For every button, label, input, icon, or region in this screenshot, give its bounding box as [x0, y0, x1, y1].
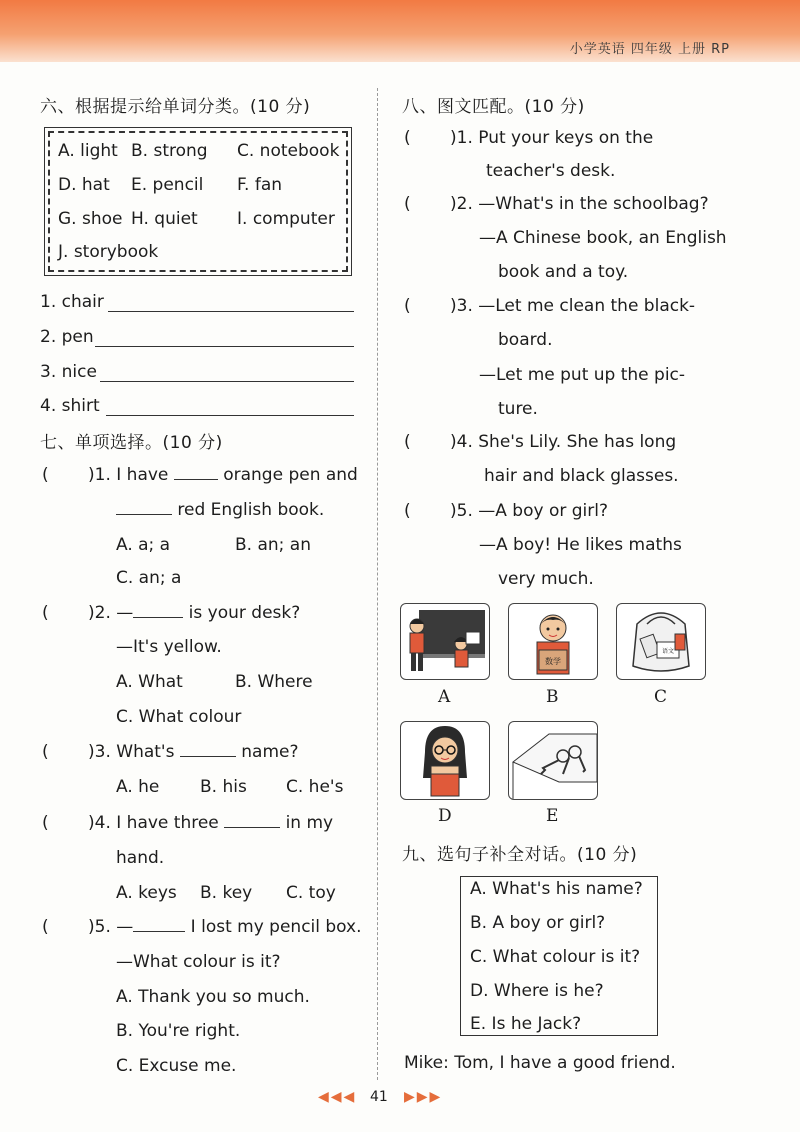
classify-item-label: 1. chair	[40, 292, 104, 312]
question-4-cont: hand.	[116, 848, 165, 868]
picture-label: D	[438, 806, 452, 826]
match-line: )2. —What's in the schoolbag?	[450, 194, 709, 214]
section6-title: 六、根据提示给单词分类。(10 分)	[40, 97, 311, 117]
match-line: —A boy! He likes maths	[479, 535, 682, 555]
answer-paren[interactable]: (	[42, 742, 49, 762]
match-line: book and a toy.	[498, 262, 629, 282]
fill-blank[interactable]	[224, 813, 280, 828]
sentence-option: B. A boy or girl?	[470, 913, 606, 933]
answer-paren[interactable]: (	[404, 128, 411, 148]
book-title: 小学英语 四年级 上册 RP	[569, 42, 730, 57]
option-c: C. he's	[286, 777, 344, 797]
word-option: D. hat	[58, 175, 110, 195]
question-1	[88, 465, 358, 485]
answer-paren[interactable]: (	[42, 465, 49, 485]
dialogue-reply: —It's yellow.	[116, 637, 222, 657]
match-line: ture.	[498, 399, 538, 419]
match-line: —A Chinese book, an English	[479, 228, 727, 248]
picture-label: A	[438, 687, 451, 707]
option-a: A. What	[116, 672, 183, 692]
match-line: board.	[498, 330, 553, 350]
section8-title: 八、图文匹配。(10 分)	[402, 97, 585, 117]
column-divider	[377, 88, 378, 1080]
answer-line[interactable]	[95, 346, 354, 347]
match-line: —Let me put up the pic-	[479, 365, 686, 385]
match-line: )1. Put your keys on the	[450, 128, 654, 148]
match-line: )5. —A boy or girl?	[450, 501, 608, 521]
option-a: A. keys	[116, 883, 177, 903]
question-1-cont	[116, 500, 324, 520]
word-option: F. fan	[237, 175, 283, 195]
option-c: C. toy	[286, 883, 336, 903]
dialogue-line: Mike: Tom, I have a good friend.	[404, 1053, 676, 1073]
option-c: C. an; a	[116, 568, 182, 588]
prev-arrows-icon: ◀◀◀	[318, 1089, 357, 1105]
word-option: I. computer	[237, 209, 335, 229]
word-option: G. shoe	[58, 209, 123, 229]
word-option: B. strong	[131, 141, 208, 161]
sentence-option: E. Is he Jack?	[470, 1014, 582, 1034]
section9-title: 九、选句子补全对话。(10 分)	[402, 845, 638, 865]
page-header	[0, 0, 800, 62]
question-text: )2. —	[88, 603, 134, 623]
match-line: teacher's desk.	[486, 161, 616, 181]
sentence-option: C. What colour is it?	[470, 947, 641, 967]
option-b: B. You're right.	[116, 1021, 241, 1041]
picture-boy-with-book	[508, 603, 598, 680]
match-line: hair and black glasses.	[484, 466, 679, 486]
option-b: B. Where	[235, 672, 313, 692]
picture-girl-glasses	[400, 721, 490, 800]
word-option: J. storybook	[58, 242, 159, 262]
page-number: 41	[370, 1089, 388, 1105]
picture-label: E	[546, 806, 559, 826]
question-text: )1. I have	[88, 465, 169, 485]
answer-paren[interactable]: (	[404, 501, 411, 521]
question-text: I lost my pencil box.	[190, 917, 362, 937]
option-b: B. an; an	[235, 535, 311, 555]
answer-line[interactable]	[100, 381, 354, 382]
question-4	[88, 813, 333, 833]
answer-paren[interactable]: (	[42, 813, 49, 833]
fill-blank[interactable]	[133, 603, 183, 618]
fill-blank[interactable]	[116, 500, 172, 515]
answer-paren[interactable]: (	[42, 917, 49, 937]
option-a: A. a; a	[116, 535, 171, 555]
next-arrows-icon: ▶▶▶	[404, 1089, 443, 1105]
word-option: C. notebook	[237, 141, 340, 161]
word-option: E. pencil	[131, 175, 204, 195]
classify-item-label: 4. shirt	[40, 396, 100, 416]
dialogue-reply: —What colour is it?	[116, 952, 281, 972]
question-text: )5. —	[88, 917, 134, 937]
sentence-option: D. Where is he?	[470, 981, 604, 1001]
question-text: is your desk?	[188, 603, 301, 623]
fill-blank[interactable]	[174, 465, 218, 480]
picture-schoolbag	[616, 603, 706, 680]
answer-paren[interactable]: (	[404, 296, 411, 316]
match-line: very much.	[498, 569, 594, 589]
option-a: A. Thank you so much.	[116, 987, 310, 1007]
question-5	[88, 917, 362, 937]
match-line: )3. —Let me clean the black-	[450, 296, 696, 316]
question-text: orange pen and	[223, 465, 358, 485]
classify-item-label: 3. nice	[40, 362, 97, 382]
picture-keys-on-desk	[508, 721, 598, 800]
answer-paren[interactable]: (	[42, 603, 49, 623]
answer-paren[interactable]: (	[404, 194, 411, 214]
question-text: red English book.	[177, 500, 325, 520]
question-text: )3. What's	[88, 742, 175, 762]
question-3	[88, 742, 299, 762]
book-label: 语文	[661, 648, 675, 655]
answer-line[interactable]	[106, 415, 354, 416]
question-text: )4. I have three	[88, 813, 219, 833]
picture-blackboard	[400, 603, 490, 680]
fill-blank[interactable]	[180, 742, 236, 757]
sentence-option: A. What's his name?	[470, 879, 643, 899]
question-text: in my	[285, 813, 334, 833]
picture-label: C	[654, 687, 668, 707]
option-a: A. he	[116, 777, 160, 797]
option-c: C. What colour	[116, 707, 242, 727]
picture-label: B	[546, 687, 559, 707]
answer-line[interactable]	[108, 311, 354, 312]
question-2	[88, 603, 300, 623]
match-line: )4. She's Lily. She has long	[450, 432, 677, 452]
option-c: C. Excuse me.	[116, 1056, 237, 1076]
question-text: name?	[241, 742, 299, 762]
answer-paren[interactable]: (	[404, 432, 411, 452]
option-b: B. his	[200, 777, 247, 797]
word-option: A. light	[58, 141, 118, 161]
word-option: H. quiet	[131, 209, 198, 229]
classify-item-label: 2. pen	[40, 327, 94, 347]
fill-blank[interactable]	[133, 917, 185, 932]
book-label: 数学	[545, 657, 561, 666]
option-b: B. key	[200, 883, 253, 903]
section7-title: 七、单项选择。(10 分)	[40, 433, 223, 453]
